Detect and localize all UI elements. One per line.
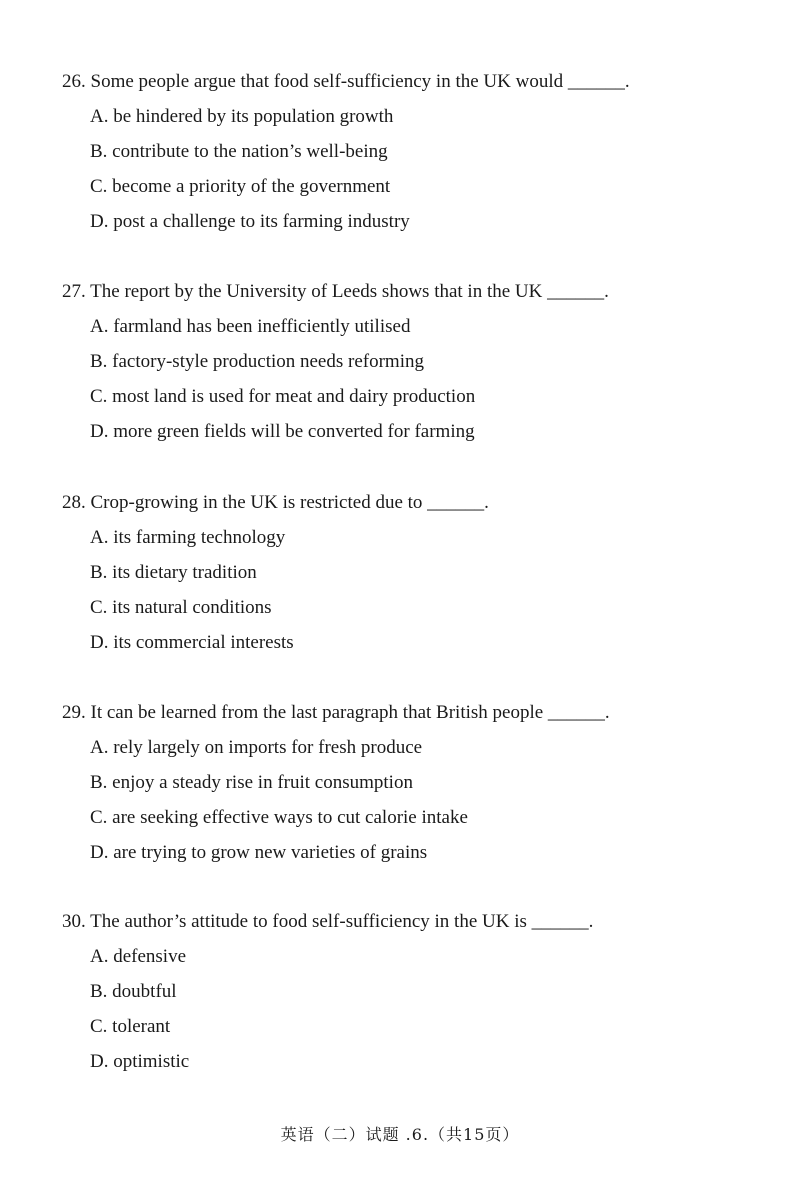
option-d: D. are trying to grow new varieties of grains <box>90 842 428 863</box>
question-30 <box>62 911 762 1073</box>
option-a: A. its farming technology <box>90 527 286 548</box>
option-b: B. its dietary tradition <box>90 562 257 583</box>
option-d: D. post a challenge to its farming industry <box>90 211 410 232</box>
option-c: C. are seeking effective ways to cut calorie intake <box>90 807 468 828</box>
option-a: A. be hindered by its population growth <box>90 106 394 127</box>
question-stem: 29. It can be learned from the last paragraph that British people ______. <box>62 702 610 723</box>
question-stem: 28. Crop-growing in the UK is restricted due to ______. <box>62 492 489 513</box>
question-28 <box>62 492 762 654</box>
question-26 <box>62 71 762 233</box>
option-a: A. defensive <box>90 946 187 967</box>
page-footer: 英语（二）试题 .6.（共15页） <box>280 1125 520 1144</box>
option-d: D. its commercial interests <box>90 632 294 653</box>
option-b: B. doubtful <box>90 981 177 1002</box>
option-a: A. rely largely on imports for fresh produce <box>90 737 423 758</box>
question-27 <box>62 281 762 443</box>
option-c: C. become a priority of the government <box>90 176 391 197</box>
option-b: B. enjoy a steady rise in fruit consumption <box>90 772 413 793</box>
option-b: B. factory-style production needs reforming <box>90 351 424 372</box>
question-stem: 27. The report by the University of Leeds shows that in the UK ______. <box>62 281 609 302</box>
option-d: D. more green fields will be converted for farming <box>90 421 475 442</box>
option-d: D. optimistic <box>90 1051 190 1072</box>
option-a: A. farmland has been inefficiently utilised <box>90 316 411 337</box>
option-c: C. its natural conditions <box>90 597 272 618</box>
option-c: C. most land is used for meat and dairy production <box>90 386 476 407</box>
option-b: B. contribute to the nation’s well-being <box>90 141 388 162</box>
question-stem: 30. The author’s attitude to food self-sufficiency in the UK is ______. <box>62 911 594 932</box>
question-stem: 26. Some people argue that food self-sufficiency in the UK would ______. <box>62 71 630 92</box>
option-c: C. tolerant <box>90 1016 171 1037</box>
question-29 <box>62 702 762 864</box>
